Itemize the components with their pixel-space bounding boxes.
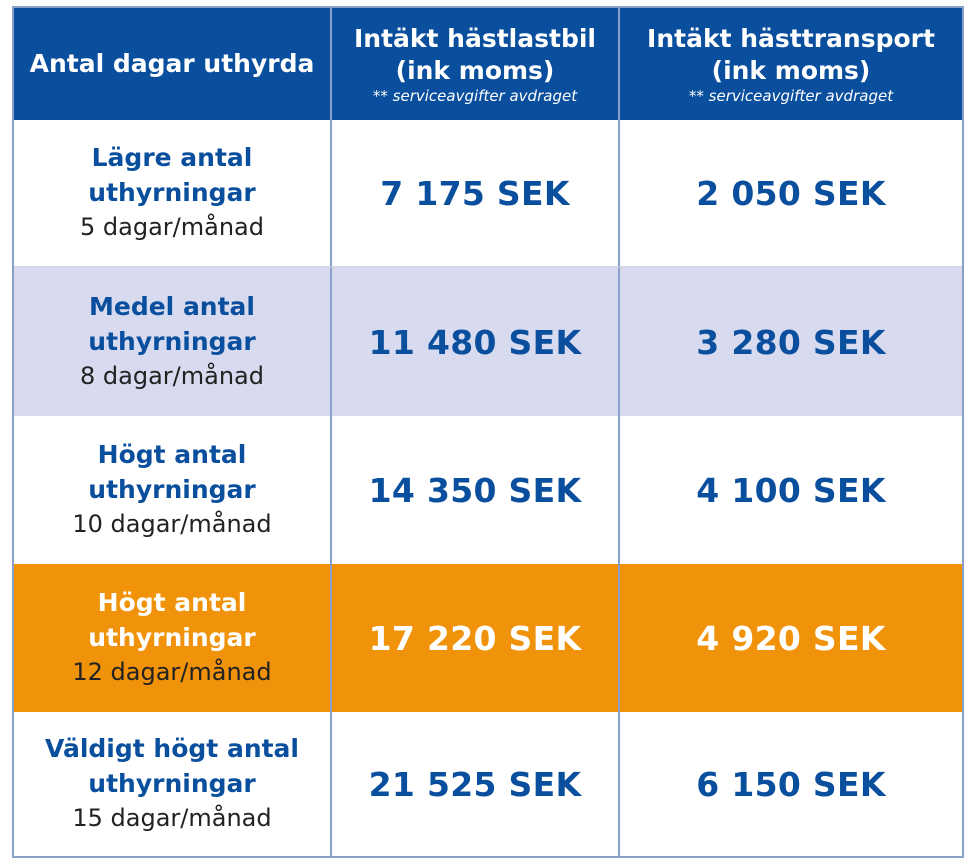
- truck-revenue-value: 14 350 SEK: [368, 470, 582, 510]
- row-days: 10 dagar/månad: [72, 510, 272, 539]
- truck-revenue-value: 21 525 SEK: [368, 764, 582, 804]
- row-label-line1: Väldigt högt antal: [44, 734, 300, 764]
- row-label-line2: uthyrningar: [88, 622, 256, 652]
- header-days-rented-label: Antal dagar uthyrda: [29, 49, 315, 78]
- truck-revenue-value: 11 480 SEK: [368, 322, 582, 362]
- header-truck-note: ** serviceavgifter avdraget: [372, 87, 578, 105]
- trailer-revenue-value: 3 280 SEK: [696, 322, 886, 362]
- revenue-table: [12, 6, 964, 858]
- row-label-line1: Lägre antal: [91, 143, 253, 173]
- row-days: 8 dagar/månad: [80, 362, 264, 391]
- row-label-line1: Högt antal: [97, 588, 247, 618]
- header-truck-vat: (ink moms): [395, 56, 555, 85]
- trailer-revenue-cell: [620, 268, 962, 416]
- truck-revenue-value: 7 175 SEK: [380, 173, 570, 213]
- row-days: 15 dagar/månad: [72, 804, 272, 833]
- header-trailer-note: ** serviceavgifter avdraget: [688, 87, 894, 105]
- row-label-line2: uthyrningar: [88, 177, 256, 207]
- truck-revenue-cell: [332, 268, 620, 416]
- trailer-revenue-value: 2 050 SEK: [696, 173, 886, 213]
- row-days: 5 dagar/månad: [80, 213, 264, 242]
- header-truck-title: Intäkt hästlastbil: [353, 24, 596, 53]
- header-truck-revenue: [332, 8, 620, 120]
- trailer-revenue-cell: [620, 712, 962, 856]
- header-trailer-title: Intäkt hästtransport: [647, 24, 935, 53]
- row-label-cell: [14, 416, 332, 564]
- row-label-line2: uthyrningar: [88, 326, 256, 356]
- row-days: 12 dagar/månad: [72, 658, 272, 687]
- trailer-revenue-value: 4 100 SEK: [696, 470, 886, 510]
- header-trailer-vat: (ink moms): [711, 56, 871, 85]
- trailer-revenue-value: 4 920 SEK: [696, 618, 886, 658]
- truck-revenue-cell-highlighted: [332, 564, 620, 712]
- trailer-revenue-cell-highlighted: [620, 564, 962, 712]
- trailer-revenue-value: 6 150 SEK: [696, 764, 886, 804]
- trailer-revenue-cell: [620, 416, 962, 564]
- row-label-cell-highlighted: [14, 564, 332, 712]
- header-days-rented: [14, 8, 332, 120]
- row-label-cell: [14, 268, 332, 416]
- row-label-cell: [14, 120, 332, 268]
- row-label-line2: uthyrningar: [88, 474, 256, 504]
- header-trailer-revenue: [620, 8, 962, 120]
- truck-revenue-cell: [332, 416, 620, 564]
- row-label-line2: uthyrningar: [88, 768, 256, 798]
- row-label-line1: Medel antal: [88, 292, 255, 322]
- trailer-revenue-cell: [620, 120, 962, 268]
- truck-revenue-cell: [332, 712, 620, 856]
- row-label-line1: Högt antal: [97, 440, 247, 470]
- row-label-cell: [14, 712, 332, 856]
- truck-revenue-value: 17 220 SEK: [368, 618, 582, 658]
- truck-revenue-cell: [332, 120, 620, 268]
